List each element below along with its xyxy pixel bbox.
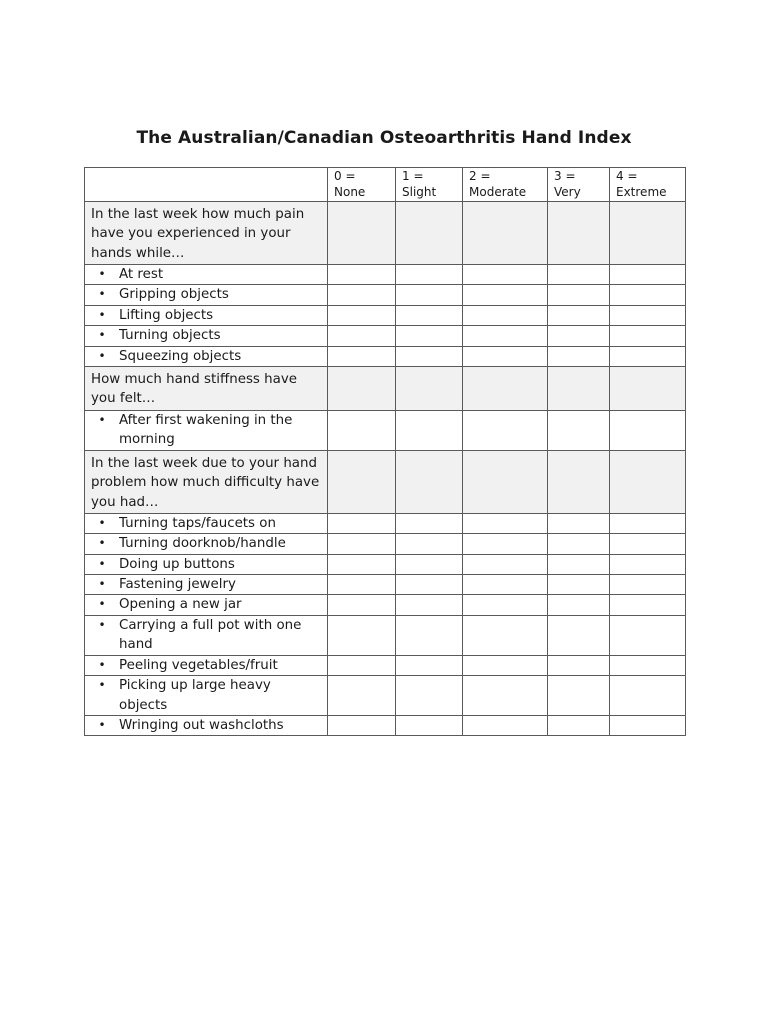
section-prompt-pain: In the last week how much pain have you experienced in your hands while… [85, 202, 328, 265]
header-blank-cell [85, 168, 328, 202]
rating-cell-1[interactable] [396, 305, 463, 325]
bullet-icon: • [98, 678, 106, 693]
item-cell [85, 305, 328, 325]
rating-cell-1[interactable] [396, 346, 463, 366]
rating-cell-0[interactable] [328, 411, 396, 451]
bullet-icon: • [98, 413, 106, 428]
item-label: Picking up large heavy objects [119, 678, 271, 713]
bullet-icon: • [98, 657, 106, 672]
rating-cell-2[interactable] [463, 411, 548, 451]
rating-cell [396, 367, 463, 411]
rating-cell-4[interactable] [610, 595, 686, 615]
rating-cell-2[interactable] [463, 513, 548, 533]
table-row [85, 513, 686, 533]
rating-cell-0[interactable] [328, 285, 396, 305]
rating-cell-1[interactable] [396, 655, 463, 675]
rating-cell-1[interactable] [396, 326, 463, 346]
bullet-icon: • [98, 267, 106, 281]
item-label: Squeezing objects [119, 348, 242, 364]
item-cell [85, 595, 328, 615]
table-row [85, 411, 686, 451]
item-cell [85, 655, 328, 675]
bullet-icon: • [98, 328, 106, 343]
rating-cell-4[interactable] [610, 285, 686, 305]
rating-cell-2[interactable] [463, 326, 548, 346]
rating-cell-2[interactable] [463, 676, 548, 716]
item-cell [85, 411, 328, 451]
scale-header-row [85, 168, 686, 202]
rating-cell-2[interactable] [463, 715, 548, 735]
bullet-icon: • [98, 348, 106, 363]
bullet-icon: • [98, 617, 106, 632]
scale-header-1: 1 = Slight [396, 168, 463, 202]
section-row-stiffness [85, 367, 686, 411]
bullet-icon: • [98, 515, 106, 530]
rating-cell-2[interactable] [463, 346, 548, 366]
bullet-icon: • [98, 536, 106, 551]
rating-cell-3[interactable] [548, 305, 610, 325]
rating-cell-1[interactable] [396, 595, 463, 615]
table-row [85, 655, 686, 675]
rating-cell-3[interactable] [548, 326, 610, 346]
scale-header-4: 4 = Extreme [610, 168, 686, 202]
rating-cell-4[interactable] [610, 411, 686, 451]
item-cell [85, 534, 328, 554]
item-label: Wringing out washcloths [119, 717, 284, 733]
table-row [85, 265, 686, 285]
rating-cell-1[interactable] [396, 575, 463, 595]
rating-cell-3[interactable] [548, 285, 610, 305]
item-cell [85, 554, 328, 574]
item-cell [85, 715, 328, 735]
rating-cell-3[interactable] [548, 655, 610, 675]
rating-cell-2[interactable] [463, 554, 548, 574]
item-label: Carrying a full pot with one hand [119, 617, 302, 653]
rating-cell-2[interactable] [463, 265, 548, 285]
bullet-icon: • [98, 717, 106, 732]
table-row [85, 595, 686, 615]
item-label: Turning taps/faucets on [119, 515, 276, 531]
section-prompt-stiffness: How much hand stiffness have you felt… [85, 367, 328, 411]
section-row-pain [85, 202, 686, 265]
rating-cell-0[interactable] [328, 655, 396, 675]
item-label: Gripping objects [119, 287, 229, 303]
rating-cell-4[interactable] [610, 575, 686, 595]
rating-cell [548, 367, 610, 411]
rating-cell [610, 202, 686, 265]
item-label: Turning doorknob/handle [119, 536, 286, 552]
rating-cell-4[interactable] [610, 615, 686, 655]
rating-cell-0[interactable] [328, 326, 396, 346]
rating-cell-1[interactable] [396, 715, 463, 735]
rating-cell-1[interactable] [396, 615, 463, 655]
rating-cell-3[interactable] [548, 411, 610, 451]
item-cell [85, 346, 328, 366]
rating-cell-3[interactable] [548, 676, 610, 716]
table-row [85, 554, 686, 574]
rating-cell-0[interactable] [328, 575, 396, 595]
table-row [85, 326, 686, 346]
bullet-icon: • [98, 597, 106, 612]
item-label: At rest [119, 267, 164, 282]
rating-cell-4[interactable] [610, 554, 686, 574]
rating-cell-2[interactable] [463, 534, 548, 554]
rating-cell [396, 450, 463, 513]
table-row [85, 575, 686, 595]
item-label: Opening a new jar [119, 597, 242, 613]
rating-cell-4[interactable] [610, 305, 686, 325]
rating-cell-2[interactable] [463, 285, 548, 305]
item-cell [85, 265, 328, 285]
bullet-icon: • [98, 577, 106, 592]
rating-cell-1[interactable] [396, 534, 463, 554]
rating-cell [463, 367, 548, 411]
rating-cell-1[interactable] [396, 676, 463, 716]
bullet-icon: • [98, 307, 106, 322]
item-label: Lifting objects [119, 307, 214, 323]
bullet-icon: • [98, 287, 106, 302]
table-row [85, 305, 686, 325]
rating-cell-2[interactable] [463, 655, 548, 675]
item-cell [85, 615, 328, 655]
rating-cell-4[interactable] [610, 513, 686, 533]
table-row [85, 676, 686, 716]
bullet-icon: • [98, 556, 106, 571]
rating-cell-0[interactable] [328, 513, 396, 533]
rating-cell-4[interactable] [610, 265, 686, 285]
item-cell [85, 326, 328, 346]
rating-cell-1[interactable] [396, 411, 463, 451]
rating-cell-0[interactable] [328, 554, 396, 574]
scale-header-0: 0 = None [328, 168, 396, 202]
rating-cell [396, 202, 463, 265]
table-row [85, 534, 686, 554]
page-title: The Australian/Canadian Osteoarthritis Hand Index [136, 128, 632, 148]
rating-cell-0[interactable] [328, 265, 396, 285]
ausc-hand-index-table [84, 167, 686, 736]
rating-cell-2[interactable] [463, 305, 548, 325]
rating-cell-1[interactable] [396, 513, 463, 533]
rating-cell-2[interactable] [463, 575, 548, 595]
rating-cell [610, 367, 686, 411]
scale-header-2: 2 = Moderate [463, 168, 548, 202]
rating-cell-3[interactable] [548, 715, 610, 735]
rating-cell-4[interactable] [610, 715, 686, 735]
rating-cell-0[interactable] [328, 615, 396, 655]
rating-cell [328, 367, 396, 411]
rating-cell-0[interactable] [328, 305, 396, 325]
rating-cell-3[interactable] [548, 513, 610, 533]
scale-header-3: 3 = Very [548, 168, 610, 202]
rating-cell-4[interactable] [610, 676, 686, 716]
rating-cell-2[interactable] [463, 615, 548, 655]
rating-cell [610, 450, 686, 513]
item-cell [85, 676, 328, 716]
rating-cell [328, 450, 396, 513]
rating-cell-2[interactable] [463, 595, 548, 615]
item-label: Peeling vegetables/fruit [119, 657, 278, 673]
rating-cell [463, 450, 548, 513]
rating-cell-0[interactable] [328, 676, 396, 716]
table-row [85, 715, 686, 735]
rating-cell-4[interactable] [610, 534, 686, 554]
table-row [85, 615, 686, 655]
rating-cell-1[interactable] [396, 554, 463, 574]
rating-cell [548, 202, 610, 265]
item-label: Doing up buttons [119, 556, 235, 572]
rating-cell-0[interactable] [328, 715, 396, 735]
rating-cell [463, 202, 548, 265]
rating-cell [328, 202, 396, 265]
rating-cell-3[interactable] [548, 265, 610, 285]
rating-cell-3[interactable] [548, 346, 610, 366]
rating-cell-1[interactable] [396, 265, 463, 285]
rating-cell-0[interactable] [328, 534, 396, 554]
item-cell [85, 285, 328, 305]
rating-cell-3[interactable] [548, 575, 610, 595]
table-row [85, 346, 686, 366]
section-prompt-difficulty: In the last week due to your hand problem how much difficulty have you had… [85, 450, 328, 513]
rating-cell-1[interactable] [396, 285, 463, 305]
rating-cell-4[interactable] [610, 655, 686, 675]
rating-cell-0[interactable] [328, 346, 396, 366]
rating-cell-3[interactable] [548, 534, 610, 554]
rating-cell-3[interactable] [548, 595, 610, 615]
item-cell [85, 575, 328, 595]
rating-cell-3[interactable] [548, 615, 610, 655]
rating-cell-4[interactable] [610, 326, 686, 346]
rating-cell-0[interactable] [328, 595, 396, 615]
section-row-difficulty [85, 450, 686, 513]
item-label: Fastening jewelry [119, 577, 236, 593]
rating-cell-4[interactable] [610, 346, 686, 366]
item-label: Turning objects [119, 328, 221, 344]
rating-cell [548, 450, 610, 513]
rating-cell-3[interactable] [548, 554, 610, 574]
table-row [85, 285, 686, 305]
item-cell [85, 513, 328, 533]
item-label: After first wakening in the morning [119, 413, 293, 448]
